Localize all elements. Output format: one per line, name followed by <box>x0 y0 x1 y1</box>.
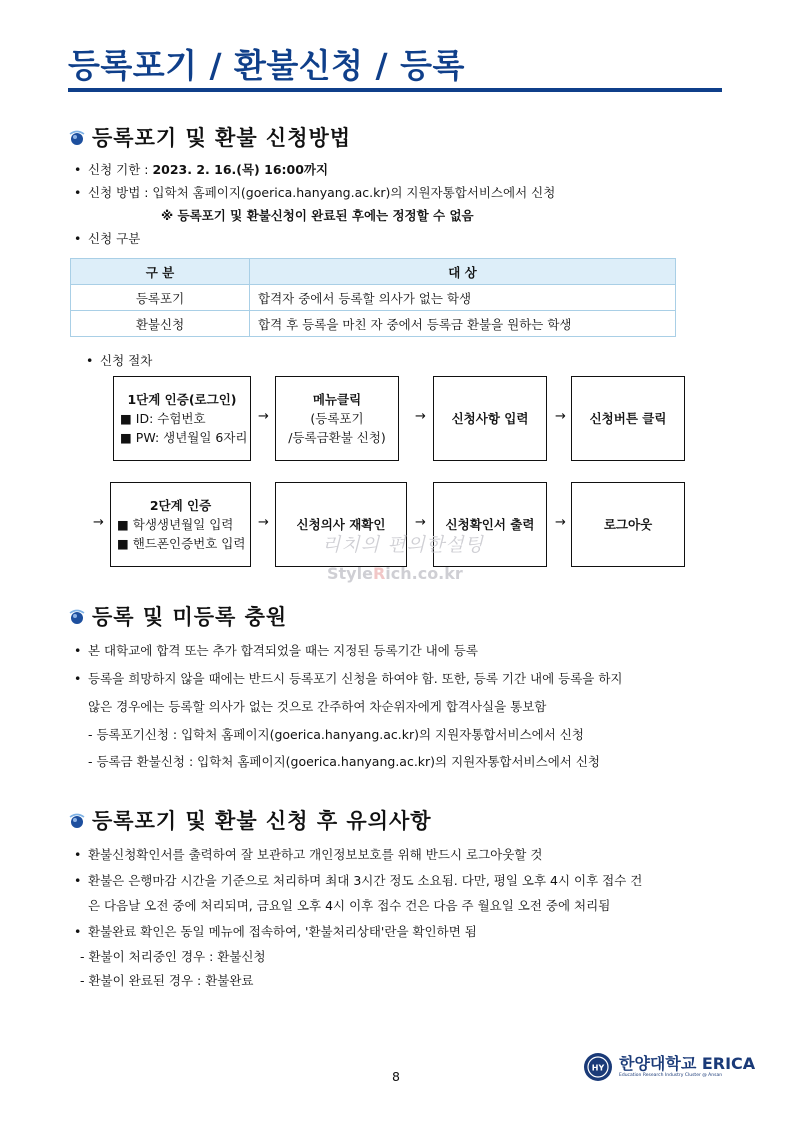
step-input-box: 신청사항 입력 <box>433 376 547 461</box>
watermark-url: StyleRich.co.kr <box>327 564 463 583</box>
section2-heading: 등록 및 미등록 충원 <box>68 601 287 631</box>
table-header-target: 대 상 <box>250 259 676 285</box>
correction-note: ※ 등록포기 및 환불신청이 완료된 후에는 정정할 수 없음 <box>161 208 474 223</box>
list-item: • 본 대학교에 합격 또는 추가 합격되었을 때는 지정된 등록기간 내에 등록 <box>74 643 478 658</box>
step-menu-box: 메뉴클릭 (등록포기 /등록금환불 신청) <box>275 376 399 461</box>
section1-heading: 등록포기 및 환불 신청방법 <box>68 122 351 152</box>
university-emblem-icon <box>583 1052 613 1082</box>
flow-arrow: → <box>555 515 566 530</box>
deadline-line: • 신청 기한 : 2023. 2. 16.(목) 16:00까지 <box>74 162 329 177</box>
table-cell: 합격 후 등록을 마친 자 중에서 등록금 환불을 원하는 학생 <box>250 311 676 337</box>
flow-arrow: → <box>258 515 269 530</box>
flow-arrow: → <box>415 409 426 424</box>
method-line: • 신청 방법 : 입학처 홈페이지(goerica.hanyang.ac.kr)의 지원자통합서비스에서 신청 <box>74 185 556 200</box>
bullet-sphere-icon <box>68 128 86 146</box>
step-logout-box: 로그아웃 <box>571 482 685 567</box>
table-header-category: 구 분 <box>71 259 250 285</box>
svg-text:HY: HY <box>591 1063 605 1073</box>
list-item: 은 다음날 오전 중에 처리되며, 금요일 오후 4시 이후 접수 건은 다음 주 월요일 오전 중에 처리됨 <box>88 898 611 913</box>
table-cell: 환불신청 <box>71 311 250 337</box>
flow-arrow: → <box>555 409 566 424</box>
step-submit-box: 신청버튼 클릭 <box>571 376 685 461</box>
university-logo <box>583 1052 755 1082</box>
section3-heading: 등록포기 및 환불 신청 후 유의사항 <box>68 805 432 835</box>
list-item: 않은 경우에는 등록할 의사가 없는 것으로 간주하여 차순위자에게 합격사실을 통보함 <box>88 699 547 714</box>
step-print-box: 신청확인서 출력 <box>433 482 547 567</box>
bullet-sphere-icon <box>68 811 86 829</box>
logo-tagline: Education Research Industry Cluster @ Ansan <box>619 1072 723 1078</box>
table-row <box>71 311 676 337</box>
list-item: • 환불은 은행마감 시간을 기준으로 처리하며 최대 3시간 정도 소요됨. 다만, 평일 오후 4시 이후 접수 건 <box>74 873 643 888</box>
list-item: - 환불이 완료된 경우 : 환불완료 <box>80 973 254 988</box>
watermark-handwriting: 리치의 편의한설팅 <box>322 534 484 556</box>
list-item: - 등록금 환불신청 : 입학처 홈페이지(goerica.hanyang.ac.kr)의 지원자통합서비스에서 신청 <box>88 754 600 769</box>
list-item: • 등록을 희망하지 않을 때에는 반드시 등록포기 신청을 하여야 함. 또한, 등록 기간 내에 등록을 하지 <box>74 671 623 686</box>
page-title: 등록포기 / 환불신청 / 등록 <box>68 46 465 85</box>
page-number: 8 <box>392 1069 400 1084</box>
flow-arrow: → <box>415 515 426 530</box>
step-login-box: 1단계 인증(로그인) ■ ID: 수험번호 ■ PW: 생년월일 6자리 <box>113 376 251 461</box>
list-item: - 환불이 처리중인 경우 : 환불신청 <box>80 949 266 964</box>
table-row <box>71 285 676 311</box>
flow-arrow: → <box>93 515 104 530</box>
category-table <box>70 258 676 337</box>
list-item: - 등록포기신청 : 입학처 홈페이지(goerica.hanyang.ac.kr)의 지원자통합서비스에서 신청 <box>88 727 584 742</box>
step-auth2-box: 2단계 인증 ■ 학생생년월일 입력 ■ 핸드폰인증번호 입력 <box>110 482 251 567</box>
flow-arrow: → <box>258 409 269 424</box>
procedure-label: • 신청 절차 <box>86 353 153 368</box>
bullet-sphere-icon <box>68 607 86 625</box>
title-underline <box>68 88 722 92</box>
table-cell: 등록포기 <box>71 285 250 311</box>
list-item: • 환불신청확인서를 출력하여 잘 보관하고 개인정보보호를 위해 반드시 로그아웃할 것 <box>74 847 543 862</box>
table-cell: 합격자 중에서 등록할 의사가 없는 학생 <box>250 285 676 311</box>
category-label: • 신청 구분 <box>74 231 141 246</box>
logo-wordmark: 한양대학교 ERICA <box>619 1053 756 1073</box>
step-reconfirm-box: 신청의사 재확인 <box>275 482 407 567</box>
list-item: • 환불완료 확인은 동일 메뉴에 접속하여, '환불처리상태'란을 확인하면 됨 <box>74 924 477 939</box>
table-header-row <box>71 259 676 285</box>
